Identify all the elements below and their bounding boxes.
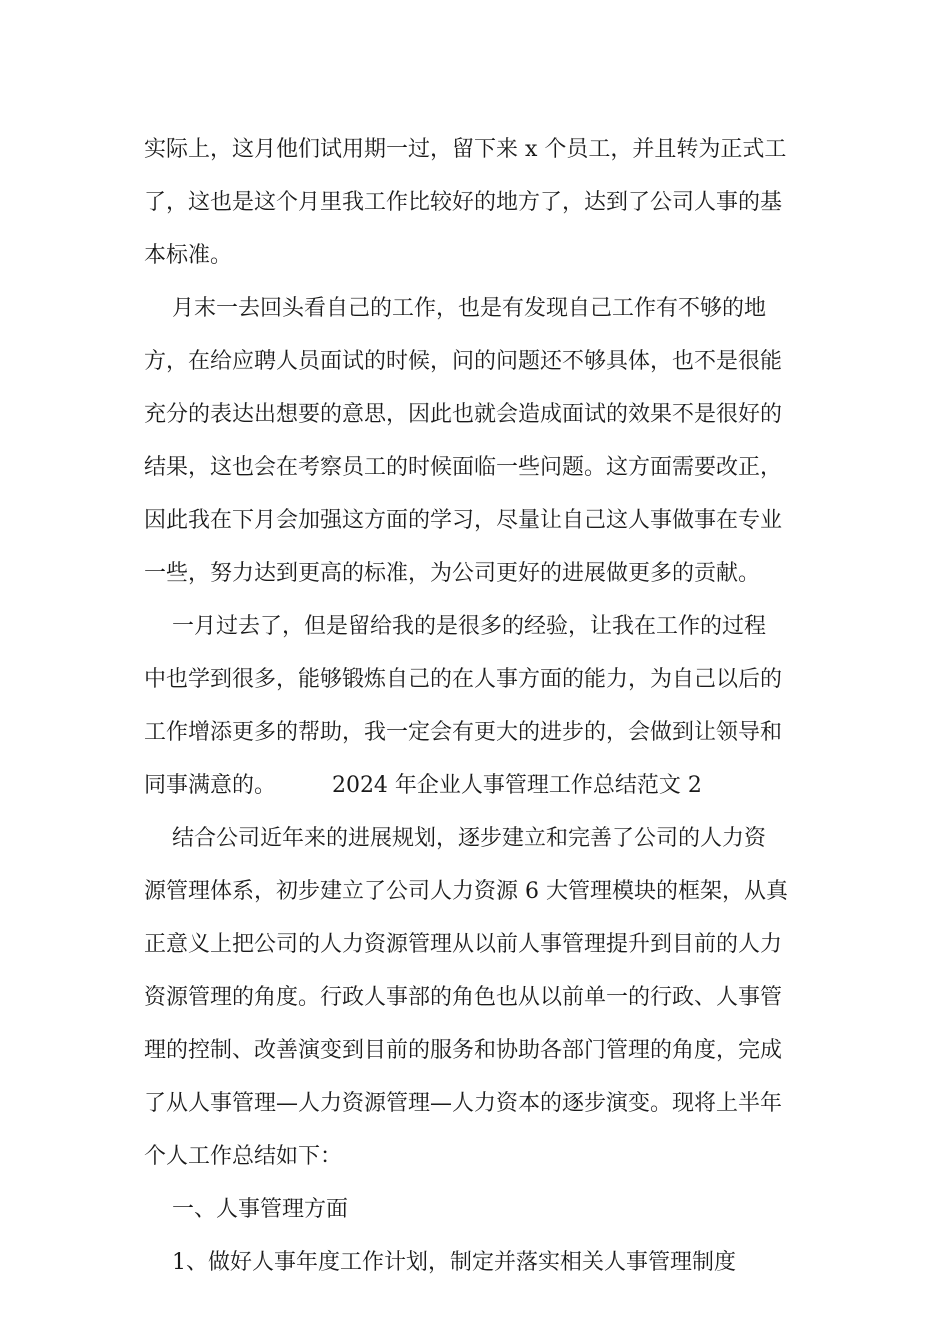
text-line: 方，在给应聘人员面试的时候，问的问题还不够具体，也不是很能	[144, 349, 783, 374]
subsection-heading: 1、做好人事年度工作计划，制定并落实相关人事管理制度	[144, 1250, 736, 1275]
text-line: 中也学到很多，能够锻炼自己的在人事方面的能力，为自己以后的	[144, 667, 783, 692]
text-line: 本标准。	[144, 243, 233, 268]
section-heading: 一、人事管理方面	[144, 1197, 348, 1222]
text-line: 一月过去了，但是留给我的是很多的经验，让我在工作的过程	[144, 614, 766, 639]
text-line: 月末一去回头看自己的工作，也是有发现自己工作有不够的地	[144, 296, 766, 321]
text-line: 实际上，这月他们试用期一过，留下来 x 个员工，并且转为正式工	[144, 137, 787, 162]
text-line: 资源管理的角度。行政人事部的角色也从以前单一的行政、人事管	[144, 985, 783, 1010]
text-line: 理的控制、改善演变到目前的服务和协助各部门管理的角度，完成	[144, 1038, 783, 1063]
text-line: 同事满意的。 2024 年企业人事管理工作总结范文 2	[144, 773, 702, 798]
text-line: 了从人事管理—人力资源管理—人力资本的逐步演变。现将上半年	[144, 1091, 783, 1116]
text-line: 个人工作总结如下：	[144, 1144, 343, 1169]
text-line: 了，这也是这个月里我工作比较好的地方了，达到了公司人事的基	[144, 190, 783, 215]
text-line: 正意义上把公司的人力资源管理从以前人事管理提升到目前的人力	[144, 932, 783, 957]
text-line: 充分的表达出想要的意思，因此也就会造成面试的效果不是很好的	[144, 402, 783, 427]
text-line: 一些，努力达到更高的标准，为公司更好的进展做更多的贡献。	[144, 561, 761, 586]
text-line: 工作增添更多的帮助，我一定会有更大的进步的，会做到让领导和	[144, 720, 783, 745]
text-line: 源管理体系，初步建立了公司人力资源 6 大管理模块的框架，从真	[144, 879, 788, 904]
text-line: 因此我在下月会加强这方面的学习，尽量让自己这人事做事在专业	[144, 508, 783, 533]
text-line: 结果，这也会在考察员工的时候面临一些问题。这方面需要改正，	[144, 455, 783, 480]
text-line: 结合公司近年来的进展规划，逐步建立和完善了公司的人力资	[144, 826, 766, 851]
